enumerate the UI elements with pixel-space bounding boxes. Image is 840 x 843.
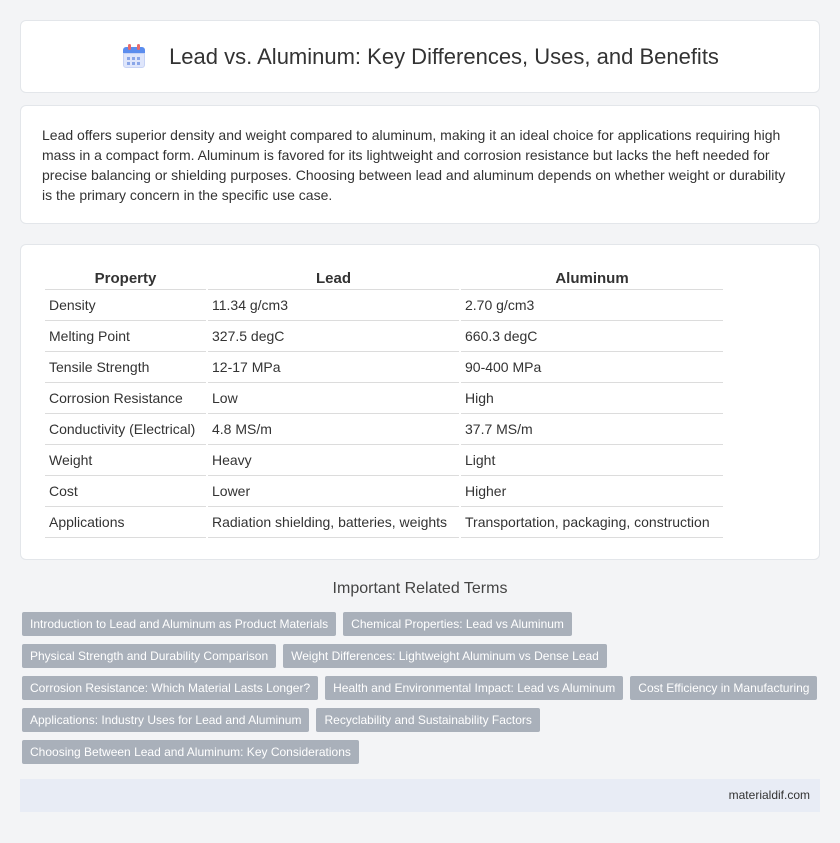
table-cell: Conductivity (Electrical) <box>45 414 206 445</box>
calendar-icon <box>121 44 147 70</box>
table-row <box>45 383 723 414</box>
table-cell: Lower <box>208 476 459 507</box>
table-cell: Cost <box>45 476 206 507</box>
table-cell: Heavy <box>208 445 459 476</box>
table-cell: Radiation shielding, batteries, weights <box>208 507 459 538</box>
footer-site-link[interactable]: materialdif.com <box>728 788 810 802</box>
table-cell: Density <box>45 290 206 321</box>
table-cell: 11.34 g/cm3 <box>208 290 459 321</box>
table-row <box>45 414 723 445</box>
related-term-tag[interactable]: Choosing Between Lead and Aluminum: Key Considerations <box>22 740 359 764</box>
tag-row <box>22 644 822 668</box>
table-cell: Applications <box>45 507 206 538</box>
related-terms-list <box>22 612 822 772</box>
table-header-row <box>45 267 723 290</box>
table-cell: Higher <box>461 476 723 507</box>
tag-row <box>22 676 822 700</box>
intro-paragraph: Lead offers superior density and weight compared to aluminum, making it an ideal choice for applications requiring high mass in a compact form. Aluminum is favored for its lightweight and corrosion resistance but lacks the heft needed for precise balancing or shielding purposes. Choosing between lead and aluminum depends on whether weight or durability is the primary concern in the specific use case. <box>42 127 786 203</box>
column-header: Aluminum <box>461 267 723 290</box>
page-title: Lead vs. Aluminum: Key Differences, Uses, and Benefits <box>169 43 719 69</box>
comparison-table-card <box>20 244 820 560</box>
related-term-tag[interactable]: Cost Efficiency in Manufacturing <box>630 676 817 700</box>
table-cell: High <box>461 383 723 414</box>
table-cell: 37.7 MS/m <box>461 414 723 445</box>
related-term-tag[interactable]: Applications: Industry Uses for Lead and Aluminum <box>22 708 309 732</box>
tag-row <box>22 708 822 732</box>
related-term-tag[interactable]: Corrosion Resistance: Which Material Lasts Longer? <box>22 676 318 700</box>
related-terms-heading: Important Related Terms <box>332 580 508 597</box>
table-cell: 12-17 MPa <box>208 352 459 383</box>
table-row <box>45 290 723 321</box>
table-cell: 327.5 degC <box>208 321 459 352</box>
related-term-tag[interactable]: Recyclability and Sustainability Factors <box>316 708 539 732</box>
table-cell: 4.8 MS/m <box>208 414 459 445</box>
table-cell: Transportation, packaging, construction <box>461 507 723 538</box>
table-cell: 660.3 degC <box>461 321 723 352</box>
table-row <box>45 352 723 383</box>
table-cell: Weight <box>45 445 206 476</box>
related-term-tag[interactable]: Health and Environmental Impact: Lead vs Aluminum <box>325 676 623 700</box>
comparison-table <box>43 267 725 538</box>
table-cell: 2.70 g/cm3 <box>461 290 723 321</box>
page-footer <box>20 779 820 812</box>
table-cell: Melting Point <box>45 321 206 352</box>
page-header <box>20 20 820 93</box>
table-cell: Light <box>461 445 723 476</box>
table-cell: Tensile Strength <box>45 352 206 383</box>
tag-row <box>22 740 822 764</box>
table-cell: Low <box>208 383 459 414</box>
table-row <box>45 476 723 507</box>
table-row <box>45 507 723 538</box>
table-cell: 90-400 MPa <box>461 352 723 383</box>
tag-row <box>22 612 822 636</box>
table-row <box>45 321 723 352</box>
related-term-tag[interactable]: Introduction to Lead and Aluminum as Product Materials <box>22 612 336 636</box>
table-cell: Corrosion Resistance <box>45 383 206 414</box>
related-term-tag[interactable]: Chemical Properties: Lead vs Aluminum <box>343 612 572 636</box>
table-row <box>45 445 723 476</box>
intro-card <box>20 105 820 224</box>
column-header: Property <box>45 267 206 290</box>
related-term-tag[interactable]: Weight Differences: Lightweight Aluminum vs Dense Lead <box>283 644 607 668</box>
column-header: Lead <box>208 267 459 290</box>
related-term-tag[interactable]: Physical Strength and Durability Comparison <box>22 644 276 668</box>
